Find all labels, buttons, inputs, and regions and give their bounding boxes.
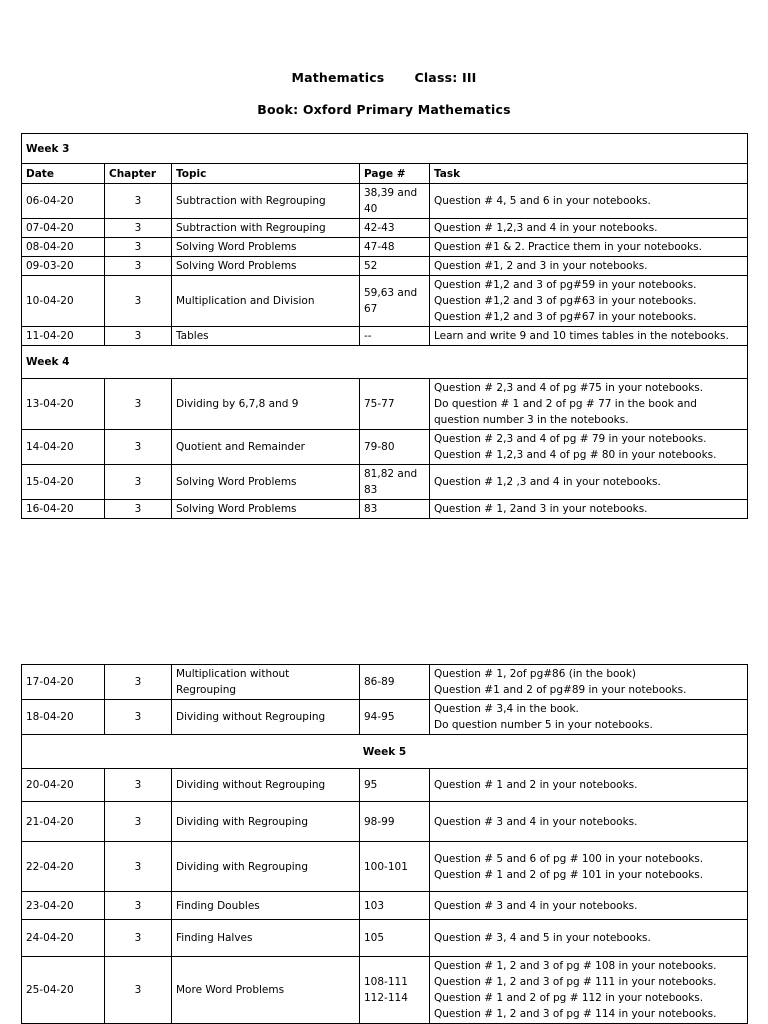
topic-line: Regrouping: [176, 684, 237, 696]
column-header-page: Page #: [360, 164, 430, 184]
column-header-topic: Topic: [172, 164, 360, 184]
page-line: 47-48: [364, 241, 395, 253]
task-line: Question # 1,2 ,3 and 4 in your notebooks.: [434, 476, 661, 488]
topic-line: Multiplication without: [176, 668, 290, 680]
table-row: [22, 219, 748, 238]
chapter-cell: 3: [105, 238, 172, 257]
task-line: Question # 5 and 6 of pg # 100 in your notebooks.: [434, 852, 704, 865]
task-line: Question # 1, 2 and 3 of pg # 111 in your notebooks.: [434, 976, 717, 988]
task-cell: [430, 327, 748, 346]
topic-cell: [172, 379, 360, 430]
page-cell: [360, 920, 430, 957]
date-cell: 17-04-20: [22, 665, 105, 700]
topic-line: Dividing with Regrouping: [176, 860, 309, 873]
task-line: Question # 4, 5 and 6 in your notebooks.: [434, 195, 651, 207]
table-row: [22, 802, 748, 842]
task-line: Question # 3 and 4 in your notebooks.: [434, 899, 638, 912]
page-line: 79-80: [364, 441, 395, 453]
page-line: 81,82 and: [364, 468, 418, 480]
task-cell: [430, 700, 748, 735]
date-cell: 15-04-20: [22, 465, 105, 500]
topic-cell: [172, 465, 360, 500]
topic-cell: [172, 665, 360, 700]
page-cell: [360, 957, 430, 1024]
page-line: 86-89: [364, 676, 395, 688]
chapter-cell: 3: [105, 500, 172, 519]
task-line: Do question number 5 in your notebooks.: [434, 719, 653, 731]
table-row: [22, 184, 748, 219]
topic-line: Solving Word Problems: [176, 260, 297, 272]
topic-cell: [172, 276, 360, 327]
task-line: Question #1,2 and 3 of pg#67 in your notebooks.: [434, 311, 697, 323]
page-line: 112-114: [364, 992, 408, 1004]
task-cell: [430, 920, 748, 957]
date-cell: 24-04-20: [22, 920, 105, 957]
page-line: 98-99: [364, 815, 395, 828]
task-line: Question # 1,2,3 and 4 in your notebooks.: [434, 222, 658, 234]
table-row: [22, 892, 748, 920]
task-line: Question #1,2 and 3 of pg#59 in your notebooks.: [434, 279, 697, 291]
task-line: Question # 1, 2and 3 in your notebooks.: [434, 503, 648, 515]
chapter-cell: 3: [105, 892, 172, 920]
page-line: 75-77: [364, 398, 395, 410]
task-line: Question #1 and 2 of pg#89 in your notebooks.: [434, 684, 687, 696]
page-cell: [360, 842, 430, 892]
date-cell: 18-04-20: [22, 700, 105, 735]
topic-line: Finding Doubles: [176, 899, 260, 912]
table-row: [22, 430, 748, 465]
task-line: Question # 3,4 in the book.: [434, 703, 579, 715]
table-row: [22, 238, 748, 257]
date-cell: 16-04-20: [22, 500, 105, 519]
column-header-task: Task: [430, 164, 748, 184]
table-row: [22, 700, 748, 735]
topic-cell: [172, 500, 360, 519]
task-line: Question # 1 and 2 of pg # 101 in your notebooks.: [434, 868, 704, 881]
topic-cell: [172, 430, 360, 465]
page-line: 59,63 and: [364, 287, 418, 299]
date-cell: 22-04-20: [22, 842, 105, 892]
date-cell: 06-04-20: [22, 184, 105, 219]
task-cell: [430, 802, 748, 842]
table-row: [22, 920, 748, 957]
column-header-date: Date: [22, 164, 105, 184]
table-row: [22, 665, 748, 700]
week-header-row: [22, 134, 748, 164]
topic-cell: [172, 802, 360, 842]
task-cell: [430, 257, 748, 276]
date-cell: 09-03-20: [22, 257, 105, 276]
chapter-cell: 3: [105, 700, 172, 735]
date-cell: 07-04-20: [22, 219, 105, 238]
date-cell: 20-04-20: [22, 769, 105, 802]
topic-line: Dividing without Regrouping: [176, 779, 326, 791]
topic-line: Subtraction with Regrouping: [176, 222, 326, 234]
date-cell: 11-04-20: [22, 327, 105, 346]
page-line: 105: [364, 932, 385, 944]
page-cell: [360, 184, 430, 219]
chapter-cell: 3: [105, 430, 172, 465]
chapter-cell: 3: [105, 276, 172, 327]
page-cell: [360, 219, 430, 238]
topic-cell: [172, 842, 360, 892]
task-cell: [430, 842, 748, 892]
task-line: Do question # 1 and 2 of pg # 77 in the book and: [434, 398, 697, 410]
chapter-cell: 3: [105, 769, 172, 802]
task-line: Question #1, 2 and 3 in your notebooks.: [434, 260, 648, 272]
page-cell: [360, 379, 430, 430]
week-header-row: [22, 735, 748, 769]
column-header-chapter: Chapter: [105, 164, 172, 184]
task-cell: [430, 665, 748, 700]
page-line: 52: [364, 260, 378, 272]
topic-line: Solving Word Problems: [176, 476, 297, 488]
task-line: Question # 2,3 and 4 of pg #75 in your notebooks.: [434, 382, 704, 394]
page-cell: [360, 257, 430, 276]
topic-cell: [172, 238, 360, 257]
page-cell: [360, 769, 430, 802]
page-line: 95: [364, 779, 378, 791]
topic-cell: [172, 257, 360, 276]
page-cell: [360, 892, 430, 920]
table-row: [22, 379, 748, 430]
topic-cell: [172, 219, 360, 238]
task-line: Question #1,2 and 3 of pg#63 in your notebooks.: [434, 295, 697, 307]
date-cell: 13-04-20: [22, 379, 105, 430]
page-cell: [360, 665, 430, 700]
book-title: Book: Oxford Primary Mathematics: [257, 102, 511, 117]
page-line: 108-111: [364, 976, 408, 988]
title-subject-class: [0, 70, 768, 85]
chapter-cell: 3: [105, 465, 172, 500]
task-line: Question #1 & 2. Practice them in your notebooks.: [434, 241, 702, 253]
page-line: --: [364, 330, 372, 342]
date-cell: 10-04-20: [22, 276, 105, 327]
page-cell: [360, 802, 430, 842]
topic-line: Subtraction with Regrouping: [176, 195, 326, 207]
week-header-row: [22, 346, 748, 379]
page-cell: [360, 500, 430, 519]
page-cell: [360, 430, 430, 465]
column-header-row: [22, 164, 748, 184]
task-line: Question # 1 and 2 of pg # 112 in your notebooks.: [434, 992, 704, 1004]
page-cell: [360, 238, 430, 257]
chapter-cell: 3: [105, 920, 172, 957]
topic-line: Tables: [176, 330, 209, 342]
task-cell: [430, 379, 748, 430]
chapter-cell: 3: [105, 379, 172, 430]
topic-cell: [172, 327, 360, 346]
task-cell: [430, 238, 748, 257]
task-line: Question # 1, 2 and 3 of pg # 108 in your notebooks.: [434, 960, 717, 972]
class-title: Class: III: [414, 70, 477, 85]
page-cell: [360, 276, 430, 327]
page-cell: [360, 700, 430, 735]
page-line: 100-101: [364, 860, 408, 873]
topic-line: Dividing by 6,7,8 and 9: [176, 398, 299, 410]
page-line: 38,39 and: [364, 187, 418, 199]
table-row: [22, 842, 748, 892]
task-line: Question # 1,2,3 and 4 of pg # 80 in your notebooks.: [434, 449, 717, 461]
topic-line: Quotient and Remainder: [176, 441, 305, 453]
topic-cell: [172, 920, 360, 957]
chapter-cell: 3: [105, 184, 172, 219]
task-cell: [430, 892, 748, 920]
chapter-cell: 3: [105, 957, 172, 1024]
page-line: 103: [364, 899, 385, 912]
topic-line: Solving Word Problems: [176, 503, 297, 515]
chapter-cell: 3: [105, 257, 172, 276]
date-cell: 21-04-20: [22, 802, 105, 842]
page-cell: [360, 465, 430, 500]
date-cell: 25-04-20: [22, 957, 105, 1024]
topic-line: Dividing with Regrouping: [176, 815, 309, 828]
topic-cell: [172, 700, 360, 735]
task-line: question number 3 in the notebooks.: [434, 414, 629, 426]
topic-line: Dividing without Regrouping: [176, 711, 326, 723]
chapter-cell: 3: [105, 802, 172, 842]
subject-title: Mathematics: [291, 70, 385, 85]
task-cell: [430, 500, 748, 519]
chapter-cell: 3: [105, 842, 172, 892]
table-row: [22, 769, 748, 802]
task-line: Question # 3 and 4 in your notebooks.: [434, 815, 638, 828]
page-line: 83: [364, 503, 378, 515]
table-row: [22, 465, 748, 500]
topic-cell: [172, 769, 360, 802]
topic-cell: [172, 892, 360, 920]
date-cell: 08-04-20: [22, 238, 105, 257]
week-label: Week 4: [22, 346, 748, 379]
topic-cell: [172, 957, 360, 1024]
chapter-cell: 3: [105, 219, 172, 238]
schedule-table-page-1: [21, 133, 748, 519]
chapter-cell: 3: [105, 327, 172, 346]
task-cell: [430, 219, 748, 238]
topic-line: Solving Word Problems: [176, 241, 297, 253]
task-line: Question # 3, 4 and 5 in your notebooks.: [434, 932, 651, 944]
task-line: Question # 1, 2 and 3 of pg # 114 in your notebooks.: [434, 1008, 717, 1020]
table-row: [22, 327, 748, 346]
page-line: 67: [364, 303, 378, 315]
schedule-table-page-2: [21, 664, 748, 1024]
task-cell: [430, 430, 748, 465]
date-cell: 14-04-20: [22, 430, 105, 465]
page-line: 42-43: [364, 222, 395, 234]
table-row: [22, 957, 748, 1024]
table-row: [22, 257, 748, 276]
topic-cell: [172, 184, 360, 219]
page-line: 94-95: [364, 711, 395, 723]
table-row: [22, 500, 748, 519]
topic-line: Finding Halves: [176, 932, 253, 944]
page-line: 40: [364, 203, 378, 215]
week-label: Week 3: [22, 134, 748, 164]
task-line: Learn and write 9 and 10 times tables in the notebooks.: [434, 330, 729, 342]
task-cell: [430, 957, 748, 1024]
page-line: 83: [364, 484, 378, 496]
chapter-cell: 3: [105, 665, 172, 700]
week-label: Week 5: [22, 735, 748, 769]
date-cell: 23-04-20: [22, 892, 105, 920]
topic-line: More Word Problems: [176, 984, 285, 996]
task-cell: [430, 276, 748, 327]
table-row: [22, 276, 748, 327]
task-line: Question # 1 and 2 in your notebooks.: [434, 779, 638, 791]
topic-line: Multiplication and Division: [176, 295, 315, 307]
task-cell: [430, 184, 748, 219]
task-line: Question # 2,3 and 4 of pg # 79 in your notebooks.: [434, 433, 707, 445]
task-line: Question # 1, 2of pg#86 (in the book): [434, 668, 637, 680]
task-cell: [430, 465, 748, 500]
page-cell: [360, 327, 430, 346]
task-cell: [430, 769, 748, 802]
